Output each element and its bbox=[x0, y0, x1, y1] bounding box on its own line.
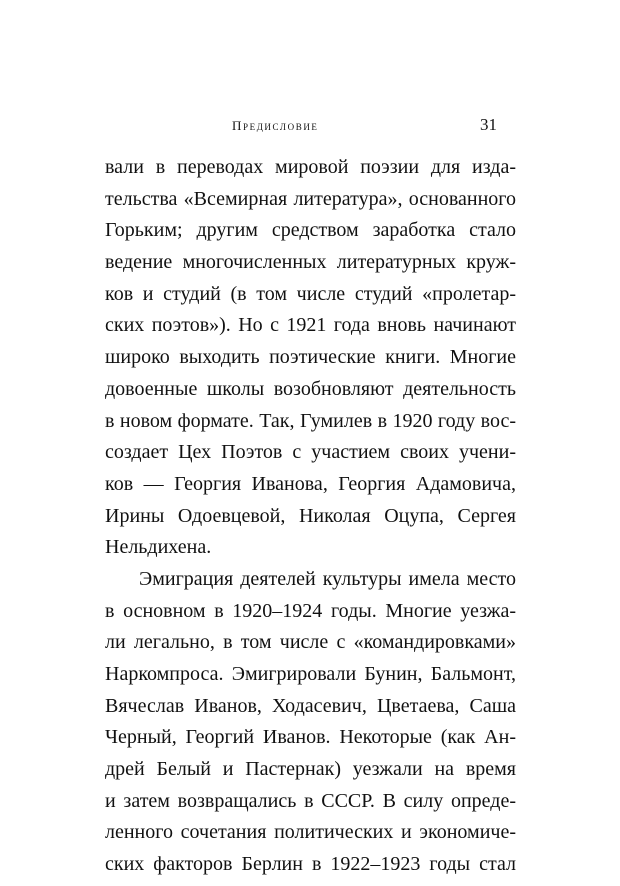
text-line: широко выходить поэтические книги. Многие bbox=[105, 346, 516, 369]
text-line: ских факторов Берлин в 1922–1923 годы стал bbox=[105, 853, 516, 876]
text-line: Нельдихена. bbox=[105, 536, 212, 559]
text-line: довоенные школы возобновляют деятельность bbox=[105, 377, 516, 400]
paragraph-first-line-text: Эмиграция деятелей культуры имела место bbox=[139, 567, 516, 590]
text-line-paragraph-start bbox=[105, 564, 516, 596]
text-line: ведение многочисленных литературных круж- bbox=[105, 251, 516, 274]
text-line: Наркомпроса. Эмигрировали Бунин, Бальмонт, bbox=[105, 663, 516, 685]
text-line: ленного сочетания политических и экономиче- bbox=[105, 821, 516, 844]
text-line: дрей Белый и Пастернак) уезжали на время bbox=[105, 758, 516, 781]
text-line: ских поэтов»). Но с 1921 года вновь начинают bbox=[105, 314, 516, 337]
text-line: в основном в 1920–1924 годы. Многие уезжа- bbox=[105, 599, 516, 622]
text-line: ков и студий (в том числе студий «пролетар- bbox=[105, 282, 516, 305]
running-head-title: Предисловие bbox=[232, 118, 319, 133]
text-line: Черный, Георгий Иванов. Некоторые (как Ан- bbox=[105, 726, 516, 749]
body-text bbox=[105, 152, 516, 881]
text-line: и затем возвращались в СССР. В силу опреде- bbox=[105, 789, 516, 812]
text-line: Ирины Одоевцевой, Николая Оцупа, Сергея bbox=[105, 504, 516, 527]
text-line: Вячеслав Иванов, Ходасевич, Цветаева, Саша bbox=[105, 694, 516, 717]
text-line: тельства «Всемирная литература», основанного bbox=[105, 187, 516, 210]
text-line: создает Цех Поэтов с участием своих учени- bbox=[105, 441, 516, 464]
text-line: ков — Георгия Иванова, Георгия Адамовича, bbox=[105, 472, 516, 495]
text-line: Горьким; другим средством заработка стало bbox=[105, 219, 516, 242]
page-number: 31 bbox=[480, 115, 497, 134]
text-line: в новом формате. Так, Гумилев в 1920 году вос- bbox=[105, 409, 516, 432]
text-line: вали в переводах мировой поэзии для изда- bbox=[105, 156, 516, 178]
text-line: ли легально, в том числе с «командировками» bbox=[105, 631, 516, 654]
